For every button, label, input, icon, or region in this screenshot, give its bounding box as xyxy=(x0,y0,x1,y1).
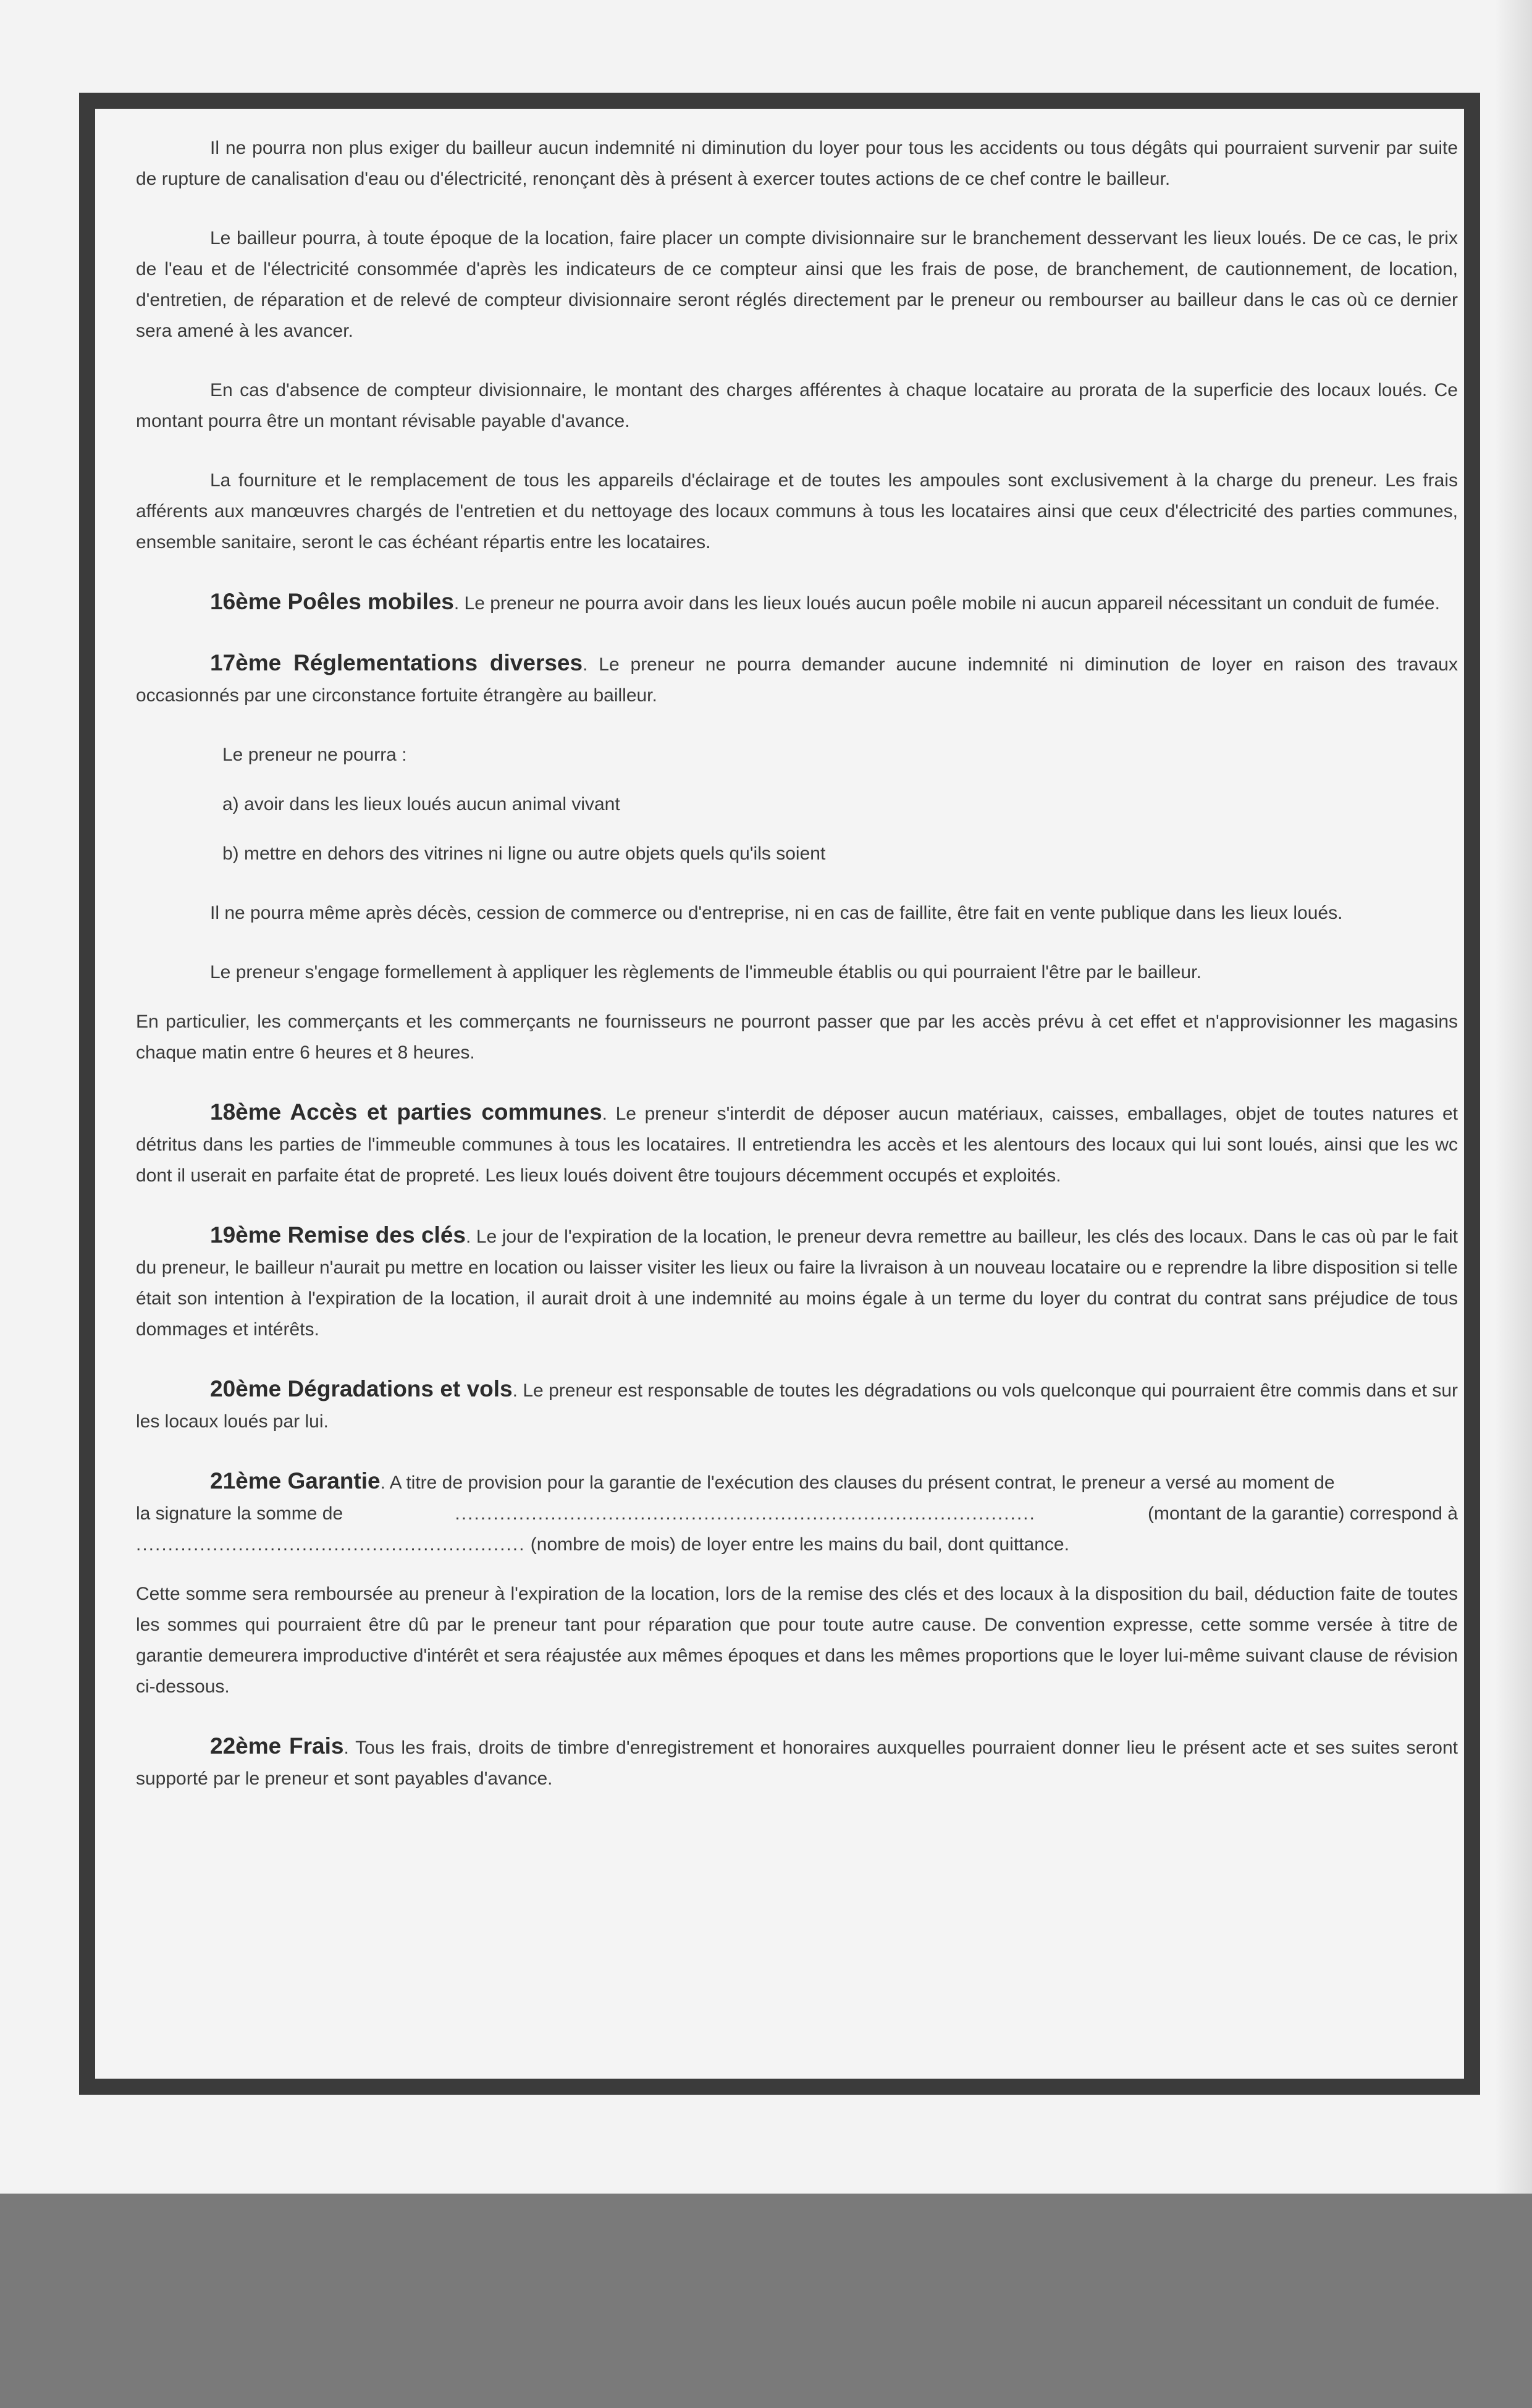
section-22 xyxy=(136,1731,1458,1794)
paragraph-charges: En cas d'absence de compteur divisionnaire, le montant des charges afférentes à chaque locataire au prorata de la superficie des locaux loués. Ce montant pourra être un montant révisable payable d'avance. xyxy=(136,380,1458,431)
page-edge-shadow xyxy=(1495,0,1532,2194)
paragraph-damages: Il ne pourra non plus exiger du bailleur aucun indemnité ni diminution du loyer pour tous les accidents ou tous dégâts qui pourraient survenir par suite de rupture de canalisation d'eau ou d'électricité, renonçant dès à présent à exercer toutes actions de ce chef contre le bailleur. xyxy=(136,138,1458,189)
section-18-text: . Le preneur s'interdit de déposer aucun matériaux, caisses, emballages, objet de toutes natures et détritus dans les parties de l'immeuble communes à tous les locataires. Il entretiendra les accès et les alentours des locaux qui lui sont loués, ainsi que les wc dont il userait en parfaite état de propreté. Les lieux loués doivent être toujours décemment occupés et exploités. xyxy=(136,1104,1458,1186)
section-21-refund: Cette somme sera remboursée au preneur à l'expiration de la location, lors de la remise des clés et des locaux à la disposition du bail, déduction faite de toutes les sommes qui pourraient être dû par le preneur tant pour réparation que pour toute autre cause. De convention expresse, cette somme versée à titre de garantie demeurera improductive d'intérêt et sera réajustée aux mêmes époques et dans les mêmes proportions que le loyer lui-même suivant clause de révision ci-dessous. xyxy=(136,1584,1458,1697)
paragraph-meter: Le bailleur pourra, à toute époque de la location, faire placer un compte divisionnaire sur le branchement desservant les lieux loués. De ce cas, le prix de l'eau et de l'électricité consommée d'après les indicateurs de ce compteur ainsi que les frais de pose, de branchement, de cautionnement, de location, d'entretien, de réparation et de relevé de compteur divisionnaire seront réglés directement par le preneur ou rembourser au bailleur dans le cas où ce dernier sera amené à les avancer. xyxy=(136,228,1458,341)
section-17-title: 17ème Réglementations diverses xyxy=(210,650,583,675)
section-21-months-line xyxy=(136,1529,1458,1560)
document-body xyxy=(136,133,1458,1823)
section-21-title: 21ème Garantie xyxy=(210,1468,381,1493)
section-20-text: . Le preneur est responsable de toutes les dégradations ou vols quelconque qui pourraient être commis dans et sur les locaux loués par lui. xyxy=(136,1380,1458,1432)
section-21-signature-line xyxy=(136,1498,1458,1529)
section-17-intro: Le preneur ne pourra : xyxy=(222,745,407,765)
section-16-text: . Le preneur ne pourra avoir dans les lieux loués aucun poêle mobile ni aucun appareil nécessitant un conduit de fumée. xyxy=(453,593,1440,614)
section-21-signature-label: la signature la somme de xyxy=(136,1503,343,1524)
section-21 xyxy=(136,1466,1458,1560)
months-count-field[interactable]: ............................................................. xyxy=(136,1534,526,1555)
section-17 xyxy=(136,648,1458,711)
section-19-text: . Le jour de l'expiration de la location, le preneur devra remettre au bailleur, les clés des locaux. Dans le cas où par le fait du preneur, le bailleur n'aurait pu mettre en location ou laisser visiter les lieux ou faire la livraison à un nouveau locataire ou e reprendre la libre disposition si telle était son intention à l'expiration de la location, il aurait droit à une indemnité au moins égale à un terme du loyer du contrat du contrat sans préjudice de tous dommages et intérêts. xyxy=(136,1227,1458,1340)
section-17-text: . Le preneur ne pourra demander aucune indemnité ni diminution de loyer en raison des travaux occasionnés par une circonstance fortuite étrangère au bailleur. xyxy=(136,654,1458,706)
section-17-item-b: b) mettre en dehors des vitrines ni ligne ou autre objets quels qu'ils soient xyxy=(222,843,826,864)
section-21-text: . A titre de provision pour la garantie de l'exécution des clauses du présent contrat, le preneur a versé au moment de xyxy=(380,1472,1335,1493)
section-22-text: . Tous les frais, droits de timbre d'enregistrement et honoraires auxquelles pourraient donner lieu le présent acte et ses suites seront supporté par le preneur et sont payables d'avance. xyxy=(136,1738,1458,1789)
section-18-title: 18ème Accès et parties communes xyxy=(210,1099,602,1125)
section-17-rules: Le preneur s'engage formellement à appliquer les règlements de l'immeuble établis ou qui pourraient l'être par le bailleur. xyxy=(210,962,1202,982)
section-20 xyxy=(136,1374,1458,1437)
paragraph-lighting: La fourniture et le remplacement de tous les appareils d'éclairage et de toutes les ampoules sont exclusivement à la charge du preneur. Les frais afférents aux manœuvres chargés de l'entretien et du nettoyage des locaux communs à tous les locataires ainsi que ceux d'électricité des parties communes, ensemble sanitaire, seront le cas échéant répartis entre les locataires. xyxy=(136,470,1458,552)
guarantee-amount-field[interactable]: ........................................................................................... xyxy=(455,1503,1036,1524)
section-19 xyxy=(136,1220,1458,1345)
section-17-merchants: En particulier, les commerçants et les commerçants ne fournisseurs ne pourront passer que par les accès prévu à cet effet et n'approvisionner les magasins chaque matin entre 6 heures et 8 heures. xyxy=(136,1012,1458,1063)
section-21-months-label: (nombre de mois) de loyer entre les mains du bail, dont quittance. xyxy=(530,1534,1069,1555)
section-21-line1 xyxy=(136,1466,1458,1498)
section-16 xyxy=(136,586,1458,619)
section-21-amount-label: (montant de la garantie) correspond à xyxy=(1148,1503,1458,1524)
section-16-title: 16ème Poêles mobiles xyxy=(210,589,454,614)
section-20-title: 20ème Dégradations et vols xyxy=(210,1376,513,1401)
section-17-sale: Il ne pourra même après décès, cession de commerce ou d'entreprise, ni en cas de faillite, être fait en vente publique dans les lieux loués. xyxy=(210,903,1343,923)
section-19-title: 19ème Remise des clés xyxy=(210,1222,466,1248)
section-18 xyxy=(136,1097,1458,1191)
section-17-item-a: a) avoir dans les lieux loués aucun animal vivant xyxy=(222,794,620,814)
section-22-title: 22ème Frais xyxy=(210,1733,344,1759)
